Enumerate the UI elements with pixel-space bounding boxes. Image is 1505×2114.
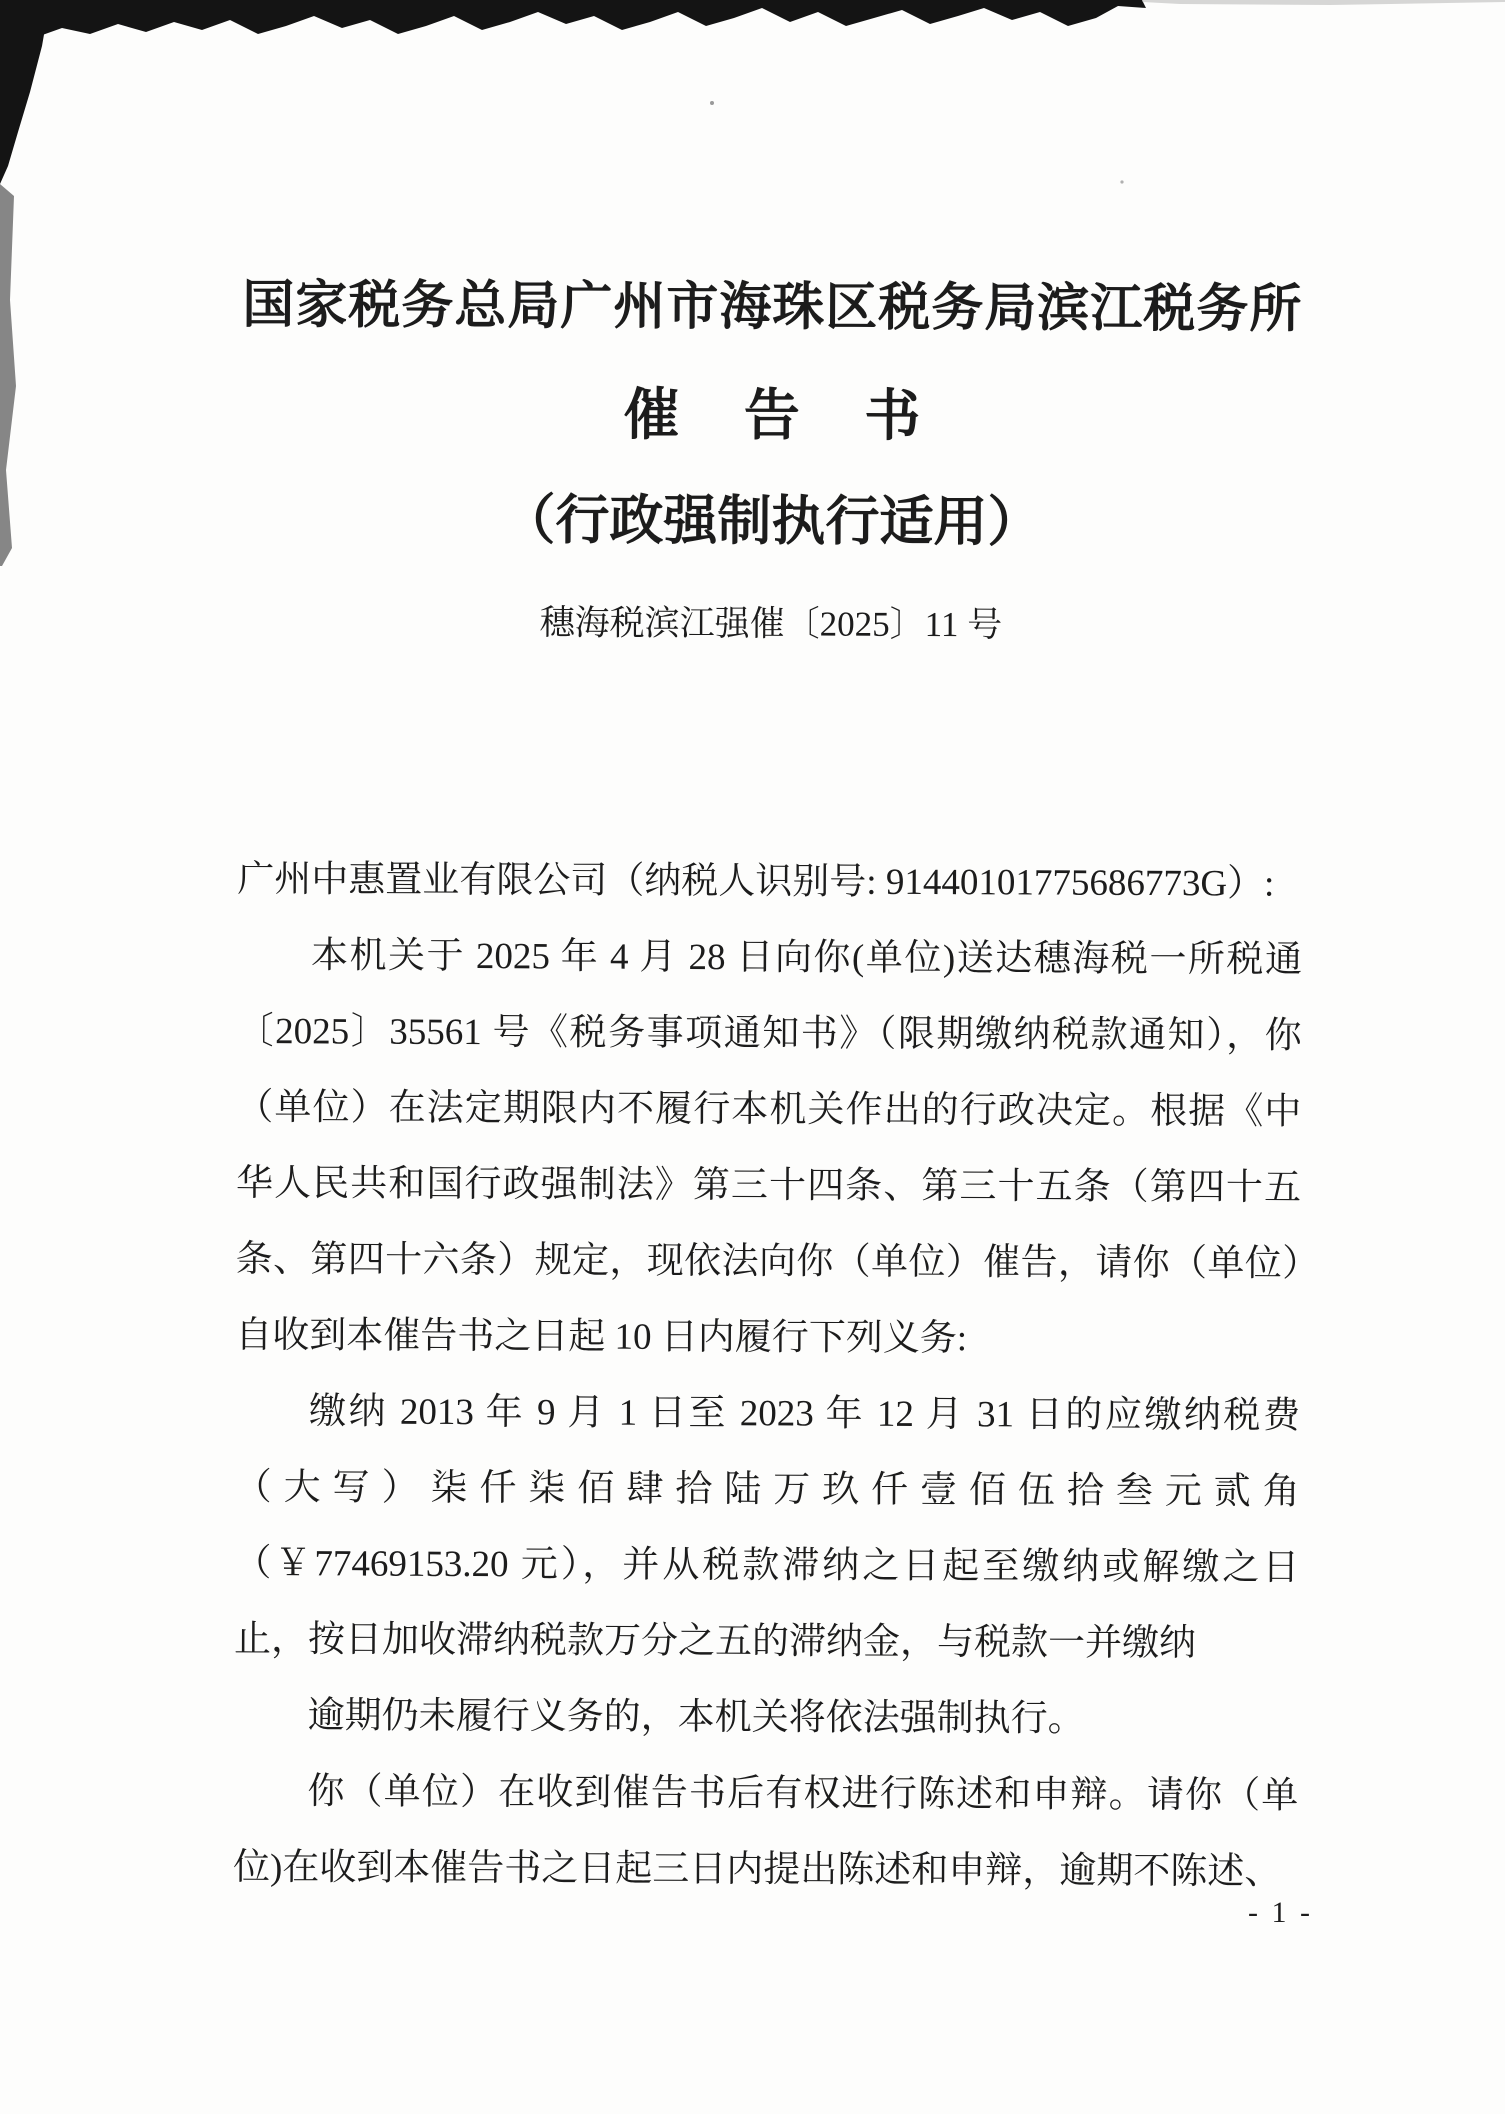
body-paragraph-enforcement: 逾期仍未履行义务的，本机关将依法强制执行。 xyxy=(307,1695,1085,1740)
scan-corner-wedge xyxy=(0,0,50,184)
document-subtitle: （行政强制执行适用） xyxy=(501,490,1042,553)
document-header xyxy=(238,272,1305,649)
body-paragraph-payment: 缴纳 2013 年 9 月 1 日至 2023 年 12 月 31 日的应缴纳税费（大写）柒仟柒佰肆拾陆万玖仟壹佰伍拾叁元贰角（￥77469153.20 元），并从税款滞纳之日起至缴纳或解缴之日止，按日加收滞纳税款万分之五的滞纳金，与税款一并缴纳 xyxy=(233,1391,1301,1665)
body-paragraph-notice: 本机关于 2025 年 4 月 28 日向你(单位)送达穗海税一所税通〔2025〕35561 号《税务事项通知书》（限期缴纳税款通知），你（单位）在法定期限内不履行本机关作出的行政决定。根据《中华人民共和国行政强制法》第三十四条、第三十五条（第四十五条、第四十六条）规定，现依法向你（单位）催告，请你（单位）自收到本催告书之日起 10 日内履行下列义务: xyxy=(235,935,1303,1360)
page-number: - 1 - xyxy=(1248,1896,1313,1929)
recipient-line: 广州中惠置业有限公司（纳税人识别号: 91440101775686773G）: xyxy=(237,859,1275,905)
document-body xyxy=(233,842,1303,1911)
scan-top-right-shadow xyxy=(1142,0,1505,5)
scan-speck xyxy=(1120,180,1123,183)
scan-speck xyxy=(710,101,714,105)
document-sheet xyxy=(233,272,1305,1911)
scan-left-edge-streak xyxy=(0,184,16,566)
document-number: 穗海税滨江强催〔2025〕11 号 xyxy=(539,602,1003,644)
document-title: 催告书 xyxy=(623,384,985,448)
body-paragraph-rights: 你（单位）在收到催告书后有权进行陈述和申辩。请你（单位)在收到本催告书之日起三日内提出陈述和申辩，逾期不陈述、 xyxy=(232,1771,1299,1893)
issuing-agency-title: 国家税务总局广州市海珠区税务局滨江税务所 xyxy=(242,277,1303,339)
scan-tear-top-edge xyxy=(0,0,1146,44)
